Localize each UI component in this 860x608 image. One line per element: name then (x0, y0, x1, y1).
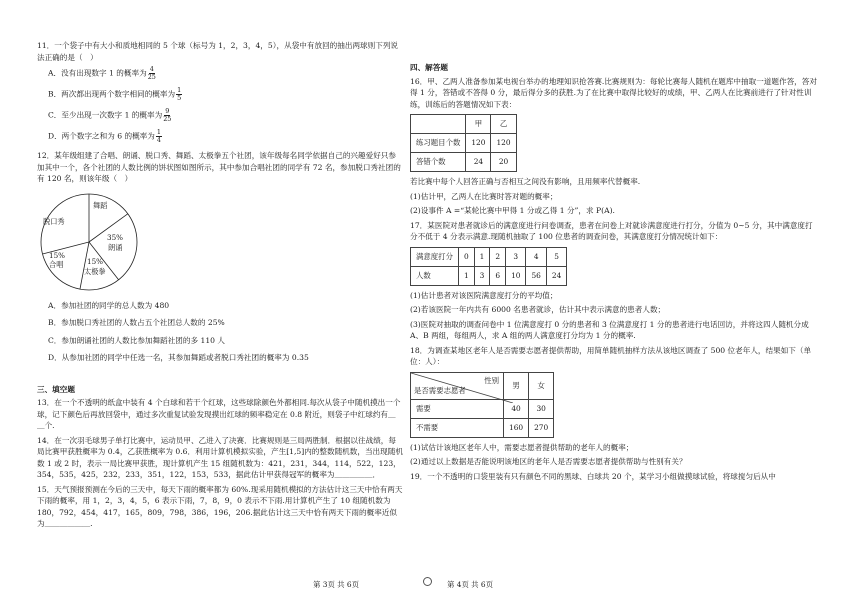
left-column (37, 40, 403, 533)
table-cell: 120 (466, 134, 491, 153)
pie-svg (37, 188, 147, 296)
table-row-label: 需要 (411, 399, 504, 418)
q16-part1: (1)估计甲，乙两人在比赛时答对题的概率； (410, 191, 558, 201)
q18-part1: (1)试估计该地区老年人中，需要志愿者提供帮助的老年人的概率； (410, 442, 634, 452)
table-cell: 24 (466, 153, 491, 172)
q18-table (410, 372, 554, 438)
q12-option-c: C．参加朗诵社团的人数比参加舞蹈社团的多 110 人 (48, 335, 226, 345)
q18-stem: 18．为调查某地区老年人是否需要志愿者提供帮助，用简单随机抽样方法从该地区调查了 500 位老年人，结果如下（单位：人）： (410, 345, 812, 366)
table-cell: 160 (504, 418, 529, 437)
fraction: $\frac{9}{25}$ (163, 107, 172, 123)
fraction: $\frac{1}{4}$ (156, 128, 161, 144)
pie-label-choir: 合唱 (49, 259, 64, 269)
table-row-label: 人数 (411, 266, 459, 285)
table-cell: 0 (458, 247, 474, 266)
table-cell: 10 (506, 266, 526, 285)
pie-chart (37, 188, 147, 296)
pie-label-talk: 脱口秀 (43, 216, 65, 226)
q12-stem: 12．某年级组建了合唱、朗诵、脱口秀、舞蹈、太极拳五个社团，该年级每名同学依据自己的兴趣爱好只参加其中一个，各个社团的人数比例的饼状图如图所示，其中参加合唱社团的同学有 72 名，参加脱口秀社团的有 120 名，则该年级（ ） (37, 151, 401, 183)
q17-stem: 17．某医院对患者就诊后的满意度进行问卷调查，患者在问卷上对就诊满意度进行打分，分值为 0~5 分，其中满意度打分不低于 4 分表示满意.现随机抽取了 100 位患者的调查问卷，其满意度打分情况统计如下： (410, 220, 813, 241)
pie-label-taiji: 太极拳 (84, 266, 106, 276)
diagonal-header-top: 性别 (484, 375, 499, 385)
table-diagonal-header (411, 372, 504, 399)
right-column (410, 62, 820, 485)
table-cell: 1 (458, 266, 474, 285)
pie-label-dance: 舞蹈 (93, 200, 108, 210)
table-cell: 4 (526, 247, 546, 266)
page-fold-marker-icon (423, 577, 432, 586)
q12-option-d: D．从参加社团的同学中任选一名，其参加舞蹈或者脱口秀社团的概率为 0.35 (48, 353, 309, 362)
table-row-label: 满意度打分 (411, 247, 459, 266)
pie-label-taiji-pct: 15% (87, 256, 103, 266)
q17-part3: (3)医院对抽取的调查问卷中 1 位满意度打 0 分的患者和 3 位满意度打 1 分的患者进行电话回访，并将这四人随机分成 A、B 两组，每组两人，求 A 组的两人满意度打分均为 1 分的概率. (410, 319, 809, 340)
table-cell: 30 (529, 399, 554, 418)
table-cell: 1 (474, 247, 490, 266)
table-cell: 40 (504, 399, 529, 418)
fraction: $\frac{4}{25}$ (147, 65, 156, 81)
q19-stem: 19．一个不透明的口袋里装有只有颜色不同的黑球、白球共 20 个，某学习小组做摸球试验，将球搅匀后从中 (410, 471, 776, 481)
q11-option-b: B．两次都出现两个数字相同的概率为 $\frac{1}{5}$ (48, 86, 182, 102)
q11-option-c: C．至少出现一次数字 1 的概率为 $\frac{9}{25}$ (48, 107, 172, 123)
q17-part1: (1)估计患者对该医院满意度打分的平均值； (410, 290, 558, 300)
fraction: $\frac{1}{5}$ (177, 86, 182, 102)
table-cell (411, 115, 466, 134)
q11-option-a: A．没有出现数字 1 的概率为 $\frac{4}{25}$ (48, 65, 156, 81)
table-cell: 3 (474, 266, 490, 285)
table-header: 乙 (491, 115, 516, 134)
table-cell: 3 (506, 247, 526, 266)
section-title-solutions: 四、解答题 (410, 63, 448, 72)
section-title-fill-in: 三、填空题 (37, 384, 75, 394)
table-cell: 24 (546, 266, 566, 285)
table-cell: 56 (526, 266, 546, 285)
table-row-label: 不需要 (411, 418, 504, 437)
table-row-label: 答错个数 (411, 153, 466, 172)
q11-option-d: D．两个数字之和为 6 的概率为 $\frac{1}{4}$ (48, 128, 161, 144)
footer-left-page-number: 第 3页 共 6页 (313, 580, 360, 589)
pie-label-recite: 朗诵 (108, 242, 123, 252)
table-cell: 270 (529, 418, 554, 437)
q11-stem: 11．一个袋子中有大小和质地相同的 5 个球（标号为 1，2，3，4，5），从袋中有放回的抽出两球则下列说法正确的是（ ） (37, 41, 399, 62)
pie-label-recite-pct: 35% (107, 232, 123, 242)
q16-part2: (2)设事件 A =“某轮比赛中甲得 1 分或乙得 1 分”，求 P(A). (410, 206, 615, 215)
q16-assumption: 若比赛中每个人回答正确与否相互之间没有影响，且用频率代替概率. (410, 177, 641, 186)
table-header: 甲 (466, 115, 491, 134)
q12-option-a: A．参加社团的同学的总人数为 480 (48, 300, 170, 310)
q16-table (410, 114, 517, 172)
q14-text: 14．在一次羽毛球男子单打比赛中，运动员甲、乙进入了决赛．比赛规则是三局两胜制．根据以往战绩，每局比赛甲获胜概率为 0.4，乙获胜概率为 0.6．利用计算机模拟实验，产生[1,5]内的整数随机数，当出现随机数 1 或 2 时，表示一局比赛甲获胜，现计算机产生 15 组随机数为：421，231，344，114，522，123，354，535，425，232，233，351，122，153，533，据此估计甲获得冠军的概率为＿＿＿＿＿． (37, 435, 403, 479)
pie-label-choir-pct: 15% (49, 250, 65, 260)
table-cell: 2 (490, 247, 506, 266)
table-header: 男 (504, 372, 529, 399)
q17-part2: (2)若该医院一年内共有 6000 名患者就诊，估计其中表示满意的患者人数； (410, 305, 666, 314)
q16-stem: 16．甲、乙两人准备参加某电视台举办的地理知识抢答赛.比赛规则为：每轮比赛每人随机在题库中抽取一道题作答，答对得 1 分，答错或不答得 0 分，最后得分多的获胜.为了在比赛中取得比较好的成绩，甲、乙两人在比赛前进行了针对性训练，训练后的答题情况如下表： (410, 76, 817, 109)
table-cell: 5 (546, 247, 566, 266)
q13-text: 13．在一个不透明的纸盒中装有 4 个白球和若干个红球，这些球除颜色外都相同.每次从袋子中随机摸出一个球，记下颜色后再放回袋中，通过多次重复试验发现摸出红球的频率稳定在 0.8 附近，则袋子中红球约有＿＿个. (37, 398, 401, 430)
q12-option-b: B．参加脱口秀社团的人数占五个社团总人数的 25% (48, 318, 225, 327)
table-cell: 20 (491, 153, 516, 172)
q17-table (410, 247, 567, 286)
table-cell: 120 (491, 134, 516, 153)
q18-part2: (2)通过以上数据是否能说明该地区的老年人是否需要志愿者提供帮助与性别有关？ (410, 457, 687, 466)
table-header: 女 (529, 372, 554, 399)
table-cell: 6 (490, 266, 506, 285)
table-row-label: 练习题目个数 (411, 134, 466, 153)
diagonal-header-bottom: 是否需要志愿者 (414, 386, 466, 395)
footer-right-page-number: 第 4页 共 6页 (447, 580, 494, 589)
q15-text: 15．天气预报预测在今后的三天中，每天下雨的概率都为 60%.现采用随机模拟的方法估计这三天中恰有两天下雨的概率，用 1，2，3，4，5，6 表示下雨，7，8，9，0 表示不下雨.用计算机产生了 10 组随机数为 180，792，454，417，165，809，798，386，196，206.据此估计这三天中恰有两天下雨的概率近似为＿＿＿＿＿＿. (37, 484, 403, 528)
